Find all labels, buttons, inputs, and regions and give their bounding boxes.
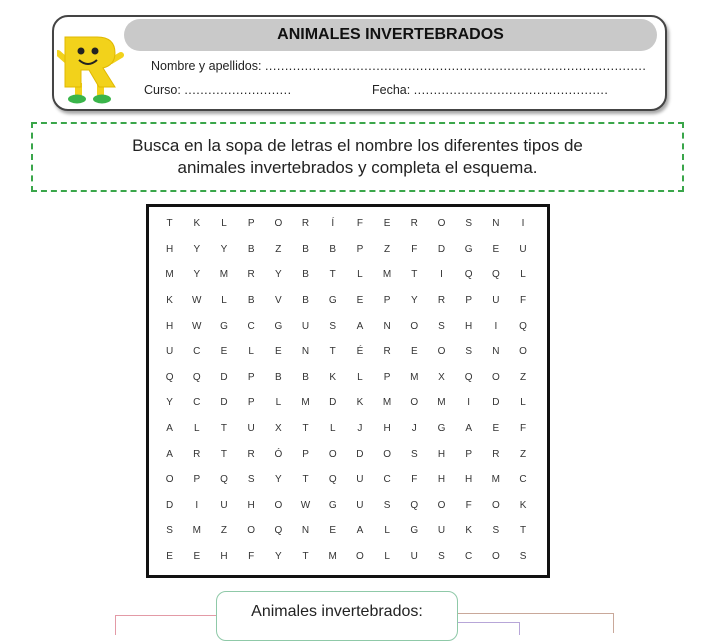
grid-letter[interactable]: M [382, 269, 392, 281]
mascot-logo [57, 31, 125, 105]
grid-letter[interactable]: P [383, 295, 391, 307]
grid-letter[interactable]: M [410, 371, 419, 383]
grid-letter[interactable]: P [193, 474, 201, 486]
worksheet-header [52, 15, 667, 111]
grid-letter[interactable]: O [437, 218, 446, 230]
grid-letter[interactable]: E [193, 551, 201, 563]
grid-letter[interactable]: T [329, 346, 336, 358]
grid-letter[interactable]: D [165, 499, 174, 511]
grid-letter[interactable]: C [383, 474, 391, 486]
grid-letter[interactable]: D [220, 397, 228, 409]
grid-letter[interactable]: S [438, 551, 445, 563]
grid-letter[interactable]: C [193, 397, 201, 409]
grid-letter[interactable]: C [519, 474, 527, 486]
scheme-sub-box [452, 622, 520, 635]
grid-letter[interactable]: Q [165, 371, 174, 383]
grid-letter[interactable]: A [166, 448, 173, 460]
page-title: ANIMALES INVERTEBRADOS [124, 19, 657, 51]
grid-letter[interactable]: O [247, 525, 256, 537]
grid-letter[interactable]: U [356, 474, 364, 486]
scheme-connector-right [458, 613, 614, 614]
grid-letter[interactable]: B [302, 269, 309, 281]
grid-letter[interactable]: B [302, 371, 309, 383]
grid-letter[interactable]: S [383, 499, 391, 511]
grid-letter[interactable]: G [274, 320, 283, 332]
grid-letter[interactable]: Y [166, 397, 173, 409]
grid-letter[interactable]: S [465, 346, 472, 358]
grid-letter[interactable]: H [383, 423, 391, 435]
grid-letter[interactable]: S [410, 448, 418, 460]
grid-letter[interactable]: N [492, 346, 500, 358]
grid-letter[interactable]: T [220, 423, 228, 435]
course-label: Curso: [144, 83, 181, 97]
scheme-connector-right-down [613, 613, 614, 633]
grid-letter[interactable]: R [247, 269, 255, 281]
grid-letter[interactable]: O [491, 499, 500, 511]
grid-letter[interactable]: C [247, 320, 255, 332]
name-field[interactable] [151, 59, 646, 73]
grid-letter[interactable]: S [166, 525, 173, 537]
grid-letter[interactable]: I [440, 269, 443, 281]
grid-letter[interactable]: T [411, 269, 418, 281]
grid-letter[interactable]: F [356, 218, 363, 230]
grid-letter[interactable]: H [165, 320, 174, 332]
grid-letter[interactable]: Z [519, 448, 527, 460]
grid-letter[interactable]: R [383, 346, 391, 358]
grid-letter[interactable]: Y [275, 474, 282, 486]
grid-letter[interactable]: M [491, 474, 501, 486]
word-search-box [146, 204, 550, 578]
grid-letter[interactable]: O [274, 499, 283, 511]
grid-letter[interactable]: M [437, 397, 446, 409]
grid-letter[interactable]: I [467, 397, 471, 409]
grid-letter[interactable]: M [165, 269, 174, 281]
grid-letter[interactable]: A [356, 525, 364, 537]
grid-letter[interactable]: M [301, 397, 310, 409]
grid-letter[interactable]: M [382, 397, 392, 409]
grid-letter[interactable]: Q [220, 474, 228, 486]
name-label: Nombre y apellidos: [151, 59, 262, 73]
grid-letter[interactable]: Q [192, 371, 201, 383]
grid-letter[interactable]: S [247, 474, 255, 486]
grid-letter[interactable]: H [247, 499, 255, 511]
grid-letter[interactable]: R [437, 295, 446, 307]
grid-letter[interactable]: Z [275, 243, 282, 255]
grid-letter[interactable]: G [328, 295, 337, 307]
grid-letter[interactable]: F [519, 295, 527, 307]
grid-letter[interactable]: K [193, 218, 201, 230]
grid-letter[interactable]: F [411, 474, 418, 486]
grid-letter[interactable]: E [329, 525, 337, 537]
grid-letter[interactable]: L [384, 551, 390, 563]
grid-letter[interactable]: S [492, 525, 500, 537]
grid-letter[interactable]: K [166, 295, 173, 307]
grid-letter[interactable]: Q [464, 269, 473, 281]
grid-letter[interactable]: K [465, 525, 472, 537]
grid-letter[interactable]: H [465, 474, 473, 486]
grid-letter[interactable]: E [220, 346, 228, 358]
grid-letter[interactable]: S [519, 551, 527, 563]
grid-letter[interactable]: E [383, 218, 391, 230]
grid-letter[interactable]: B [247, 243, 255, 255]
grid-letter[interactable]: H [437, 474, 446, 486]
grid-letter[interactable]: K [519, 499, 527, 511]
grid-letter[interactable]: E [356, 295, 364, 307]
grid-letter[interactable]: E [492, 243, 500, 255]
grid-letter[interactable]: L [357, 371, 363, 383]
grid-letter[interactable]: S [438, 320, 445, 332]
grid-letter[interactable]: R [492, 448, 500, 460]
grid-letter[interactable]: D [356, 448, 364, 460]
grid-letter[interactable]: G [437, 423, 446, 435]
grid-letter[interactable]: L [357, 269, 363, 281]
grid-letter[interactable]: R [410, 218, 418, 230]
grid-letter[interactable]: P [302, 448, 309, 460]
grid-letter[interactable]: E [492, 423, 500, 435]
grid-letter[interactable]: W [300, 499, 311, 511]
grid-letter[interactable]: F [519, 423, 527, 435]
grid-letter[interactable]: Y [220, 243, 228, 255]
grid-letter[interactable]: Y [410, 295, 418, 307]
grid-letter[interactable]: G [220, 320, 228, 332]
grid-letter[interactable]: Ó [274, 448, 283, 460]
grid-letter[interactable]: E [410, 346, 418, 358]
grid-letter[interactable]: L [275, 397, 282, 409]
grid-letter[interactable]: O [437, 499, 446, 511]
grid-letter[interactable]: X [438, 371, 445, 383]
grid-letter[interactable]: O [410, 397, 419, 409]
grid-letter[interactable]: U [492, 295, 500, 307]
word-search-grid [156, 211, 537, 569]
course-line[interactable]: ........................... [184, 83, 292, 97]
grid-letter[interactable]: O [383, 448, 391, 460]
grid-letter[interactable]: P [465, 448, 472, 460]
grid-letter[interactable]: O [356, 551, 364, 563]
grid-letter[interactable]: S [329, 320, 337, 332]
grid-letter[interactable]: S [465, 218, 472, 230]
grid-letter[interactable]: L [221, 295, 227, 307]
grid-letter[interactable]: U [356, 499, 364, 511]
grid-letter[interactable]: O [491, 371, 500, 383]
grid-letter[interactable]: R [301, 218, 310, 230]
grid-letter[interactable]: P [247, 371, 255, 383]
grid-letter[interactable]: B [247, 295, 255, 307]
grid-letter[interactable]: O [165, 474, 174, 486]
grid-letter[interactable]: C [193, 346, 201, 358]
grid-letter[interactable]: C [465, 551, 473, 563]
grid-letter[interactable]: Z [384, 243, 391, 255]
grid-letter[interactable]: E [275, 346, 282, 358]
scheme-root-label: Animales invertebrados: [251, 603, 423, 620]
grid-letter[interactable]: T [166, 218, 173, 230]
grid-letter[interactable]: L [520, 269, 526, 281]
scheme-root-box [216, 591, 458, 641]
grid-letter[interactable]: N [301, 346, 310, 358]
grid-letter[interactable]: B [275, 371, 282, 383]
grid-letter[interactable]: H [165, 243, 174, 255]
grid-letter[interactable]: T [329, 269, 336, 281]
date-label: Fecha: [372, 83, 411, 97]
grid-letter[interactable]: L [248, 346, 254, 358]
grid-letter[interactable]: N [492, 218, 500, 230]
grid-letter[interactable]: I [195, 499, 199, 511]
grid-letter[interactable]: L [329, 423, 336, 435]
instructions-text: Busca en la sopa de letras el nombre los diferentes tipos de animales invertebrados y completa el esquema. [132, 136, 583, 177]
grid-letter[interactable]: T [302, 551, 309, 563]
grid-letter[interactable]: G [410, 525, 419, 537]
scheme-connector-left-down [115, 615, 116, 635]
grid-letter[interactable]: A [465, 423, 472, 435]
grid-letter[interactable]: Q [410, 499, 419, 511]
grid-letter[interactable]: M [219, 269, 229, 281]
instructions-box [31, 122, 684, 192]
grid-letter[interactable]: O [491, 551, 500, 563]
grid-letter[interactable]: Y [193, 269, 201, 281]
grid-letter[interactable]: Í [331, 218, 335, 230]
grid-letter[interactable]: Y [275, 551, 282, 563]
grid-letter[interactable]: L [194, 423, 200, 435]
grid-letter[interactable]: T [302, 474, 309, 486]
grid-letter[interactable]: K [329, 371, 337, 383]
grid-letter[interactable]: D [437, 243, 446, 255]
grid-letter[interactable]: T [302, 423, 309, 435]
grid-letter[interactable]: N [383, 320, 391, 332]
date-field[interactable] [372, 83, 608, 97]
grid-letter[interactable]: Q [328, 474, 337, 486]
grid-letter[interactable]: D [220, 371, 228, 383]
grid-letter[interactable]: É [356, 346, 364, 358]
grid-letter[interactable]: E [166, 551, 173, 563]
grid-letter[interactable]: L [384, 525, 390, 537]
grid-letter[interactable]: U [247, 423, 255, 435]
grid-letter[interactable]: F [248, 551, 255, 563]
grid-letter[interactable]: B [302, 243, 309, 255]
grid-letter[interactable]: U [220, 499, 228, 511]
grid-letter[interactable]: A [166, 423, 173, 435]
grid-letter[interactable]: L [520, 397, 526, 409]
grid-letter[interactable]: J [357, 423, 363, 435]
grid-letter[interactable]: O [274, 218, 283, 230]
svg-text:R: R [57, 31, 58, 32]
scheme-connector-left [115, 615, 216, 616]
grid-letter[interactable]: Q [519, 320, 527, 332]
grid-letter[interactable]: Y [193, 243, 201, 255]
grid-letter[interactable]: T [519, 525, 527, 537]
grid-letter[interactable]: F [411, 243, 418, 255]
grid-letter[interactable]: H [465, 320, 473, 332]
grid-letter[interactable]: X [275, 423, 282, 435]
grid-letter[interactable]: U [301, 320, 310, 332]
grid-letter[interactable]: T [220, 448, 228, 460]
grid-letter[interactable]: O [519, 346, 527, 358]
grid-letter[interactable]: K [356, 397, 364, 409]
grid-letter[interactable]: R [247, 448, 255, 460]
grid-letter[interactable]: Z [519, 371, 527, 383]
grid-letter[interactable]: P [383, 371, 391, 383]
grid-letter[interactable]: W [192, 295, 202, 307]
grid-letter[interactable]: U [410, 551, 418, 563]
grid-letter[interactable]: G [464, 243, 473, 255]
grid-letter[interactable]: P [247, 218, 255, 230]
grid-letter[interactable]: H [437, 448, 446, 460]
grid-letter[interactable]: F [465, 499, 472, 511]
grid-letter[interactable]: W [192, 320, 202, 332]
grid-letter[interactable]: Q [274, 525, 283, 537]
grid-letter[interactable]: R [193, 448, 201, 460]
grid-letter[interactable]: B [302, 295, 309, 307]
grid-letter[interactable]: P [356, 243, 364, 255]
grid-letter[interactable]: J [411, 423, 417, 435]
grid-letter[interactable]: U [437, 525, 446, 537]
grid-letter[interactable]: U [519, 243, 527, 255]
grid-letter[interactable]: P [465, 295, 472, 307]
grid-letter[interactable]: M [192, 525, 201, 537]
grid-letter[interactable]: U [165, 346, 174, 358]
grid-letter[interactable]: I [521, 218, 525, 230]
grid-letter[interactable]: N [301, 525, 310, 537]
grid-letter[interactable]: Y [275, 269, 282, 281]
grid-letter[interactable]: V [275, 295, 282, 307]
grid-letter[interactable]: I [494, 320, 498, 332]
grid-letter[interactable]: L [221, 218, 227, 230]
grid-letter[interactable]: O [410, 320, 419, 332]
grid-letter[interactable]: Q [464, 371, 473, 383]
name-line[interactable]: ................................................................................................ [264, 59, 647, 73]
course-field[interactable] [144, 83, 292, 97]
date-line[interactable]: ................................................. [413, 83, 609, 97]
grid-letter[interactable]: D [492, 397, 500, 409]
grid-letter[interactable]: H [220, 551, 228, 563]
grid-letter[interactable]: A [356, 320, 364, 332]
grid-letter[interactable]: O [328, 448, 337, 460]
grid-letter[interactable]: O [437, 346, 446, 358]
grid-letter[interactable]: P [247, 397, 255, 409]
grid-letter[interactable]: G [328, 499, 337, 511]
grid-letter[interactable]: B [329, 243, 337, 255]
grid-letter[interactable]: D [329, 397, 337, 409]
grid-letter[interactable]: Q [491, 269, 500, 281]
grid-letter[interactable]: Z [220, 525, 228, 537]
grid-letter[interactable]: M [328, 551, 337, 563]
